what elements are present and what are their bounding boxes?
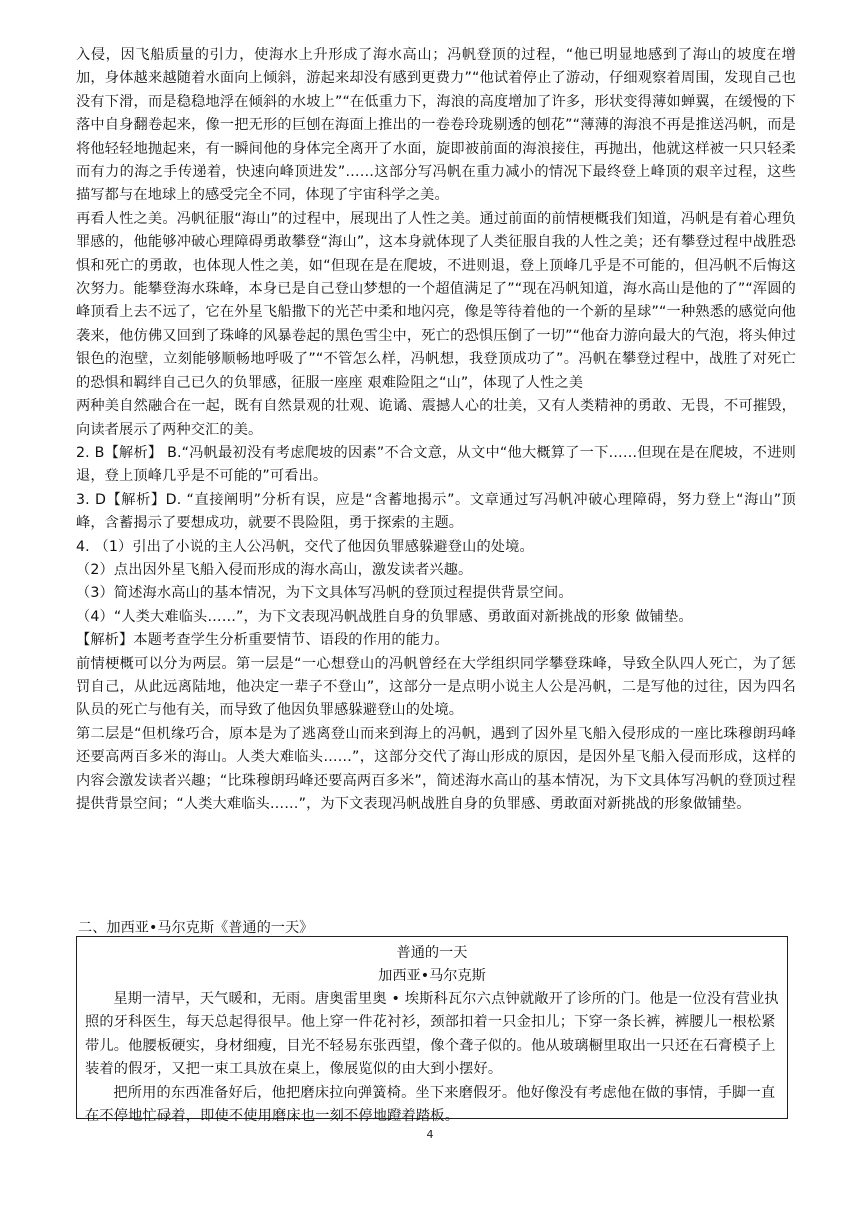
answer-4-point-4: （4）“人类大难临头……”，为下文表现冯帆战胜自身的负罪感、勇敢面对新挑战的形象 做铺垫。 xyxy=(76,608,693,625)
analysis-layer-1: 前情梗概可以分为两层。第一层是“一心想登山的冯帆曾经在大学组织同学攀登珠峰，导致全队四人死亡，为了惩罚自己，从此远离陆地，他决定一辈子不登山”，这部分一是点明小说主人公是冯帆，二是写他的过往，因为四名队员的死亡与他有关，而导致了他因负罪感躲避登山的处境。 xyxy=(76,655,796,719)
analysis-layer-2: 第二层是“但机缘巧合，原本是为了逃离登山而来到海上的冯帆，遇到了因外星飞船入侵形成的一座比珠穆朗玛峰还要高两百多米的海山。人类大难临头……”，这部分交代了海山形成的原因，是因外星飞船入侵而形成，这样的内容会激发读者兴趣；“比珠穆朗玛峰还要高两百多米”，简述海水高山的基本情况，为下文具体写冯帆的登顶过程提供背景空间；“人类大难临头……”，为下文表现冯帆战胜自身的负罪感、勇敢面对新挑战的形象做铺垫。 xyxy=(76,725,796,812)
answer-analysis-text xyxy=(76,44,796,816)
passage-paragraph-1: 星期一清早，天气暖和，无雨。唐奥雷里奥 • 埃斯科瓦尔六点钟就敞开了诊所的门。他是一位没有营业执照的牙科医生，每天总起得很早。他上穿一件花衬衫，颈部扣着一只金扣儿；下穿一条长裤，裤腰儿一根松紧带儿。他腰板硬实，身材细瘦，目光不轻易东张西望，像个聋子似的。他从玻璃橱里取出一只还在石膏模子上装着的假牙，又把一束工具放在桌上，像展览似的由大到小摆好。 xyxy=(85,991,779,1078)
reading-passage-box xyxy=(76,936,788,1125)
paragraph-two-beauties: 两种美自然融合在一起，既有自然景观的壮观、诡谲、震撼人心的壮美，又有人类精神的勇敢、无畏，不可摧毁，向读者展示了两种交汇的美。 xyxy=(76,398,796,438)
answer-2: 2. B【解析】 B.“冯帆最初没有考虑爬坡的因素”不合文意，从文中“他大概算了一下……但现在是在爬坡，不进则退，登上顶峰几乎是不可能的”可看出。 xyxy=(76,444,796,485)
section-heading: 二、加西亚•马尔克斯《普通的一天》 xyxy=(78,920,314,936)
answer-3: 3. D【解析】D. “直接阐明”分析有误，应是“含蓄地揭示”。文章通过写冯帆冲破心理障碍，努力登上“海山”顶峰，含蓄揭示了要想成功，就要不畏险阻，勇于探索的主题。 xyxy=(76,491,796,532)
answer-4-point-1: 4. （1）引出了小说的主人公冯帆，交代了他因负罪感躲避登山的处境。 xyxy=(76,538,534,555)
passage-paragraph-2: 把所用的东西准备好后，他把磨床拉向弹簧椅。坐下来磨假牙。他好像没有考虑他在做的事情，手脚一直在不停地忙碌着，即使不使用磨床也一刻不停地蹬着踏板。 xyxy=(85,1084,776,1125)
paragraph-human-beauty: 再看人性之美。冯帆征服“海山”的过程中，展现出了人性之美。通过前面的前情梗概我们知道，冯帆是有着心理负罪感的，他能够冲破心理障碍勇敢攀登“海山”，这本身就体现了人类征服自我的人性之美；还有攀登过程中战胜恐惧和死亡的勇敢，也体现人性之美，如“但现在是在爬坡，不进则退，登上顶峰几乎是不可能的，但冯帆不后悔这次努力。能攀登海水珠峰，本身已是自己登山梦想的一个超值满足了”“现在冯帆知道，海水高山是他的了”“浑圆的峰顶看上去不远了，它在外星飞船撒下的光芒中柔和地闪亮，像是等待着他的一个新的星球”“一种熟悉的感觉向他袭来，他仿佛又回到了珠峰的风暴卷起的黑色雪尘中，死亡的恐惧压倒了一切”“他奋力游向最大的气泡，将头伸过银色的泡壁，立刻能够顺畅地呼吸了”“不管怎么样，冯帆想，我登顶成功了”。冯帆在攀登过程中，战胜了对死亡的恐惧和羁绊自己已久的负罪感，征服一座座 艰难险阻之“山”，体现了人性之美 xyxy=(76,210,796,391)
analysis-label: 【解析】本题考查学生分析重要情节、语段的作用的能力。 xyxy=(76,632,449,649)
paragraph-science-beauty: 入侵，因飞船质量的引力，使海水上升形成了海水高山；冯帆登顶的过程，“他已明显地感到了海山的坡度在增加，身体越来越随着水面向上倾斜，游起来却没有感到更费力”“他试着停止了游动，仔细观察着周围，发现自己也没有下滑，而是稳稳地浮在倾斜的水坡上”“在低重力下，海浪的高度增加了许多，形状变得薄如蝉翼，在缓慢的下落中自身翻卷起来，像一把无形的巨刨在海面上推出的一卷卷玲珑剔透的刨花”“薄薄的海浪不再是推送冯帆，而是将他轻轻地抛起来，有一瞬间他的身体完全离开了水面，旋即被前面的海浪接住，再抛出，他就这样被一只只轻柔而有力的海之手传递着，快速向峰顶进发”……这部分写冯帆在重力减小的情况下最终登上峰顶的艰辛过程，这些描写都与在地球上的感受完全不同，体现了宇宙科学之美。 xyxy=(76,47,796,204)
answer-4-point-2: （2）点出因外星飞船入侵而形成的海水高山，激发读者兴趣。 xyxy=(76,561,473,578)
passage-author: 加西亚•马尔克斯 xyxy=(378,968,486,984)
passage-title: 普通的一天 xyxy=(396,945,468,961)
answer-4-point-3: （3）简述海水高山的基本情况，为下文具体写冯帆的登顶过程提供背景空间。 xyxy=(76,585,573,602)
page-number: 4 xyxy=(426,1128,434,1141)
